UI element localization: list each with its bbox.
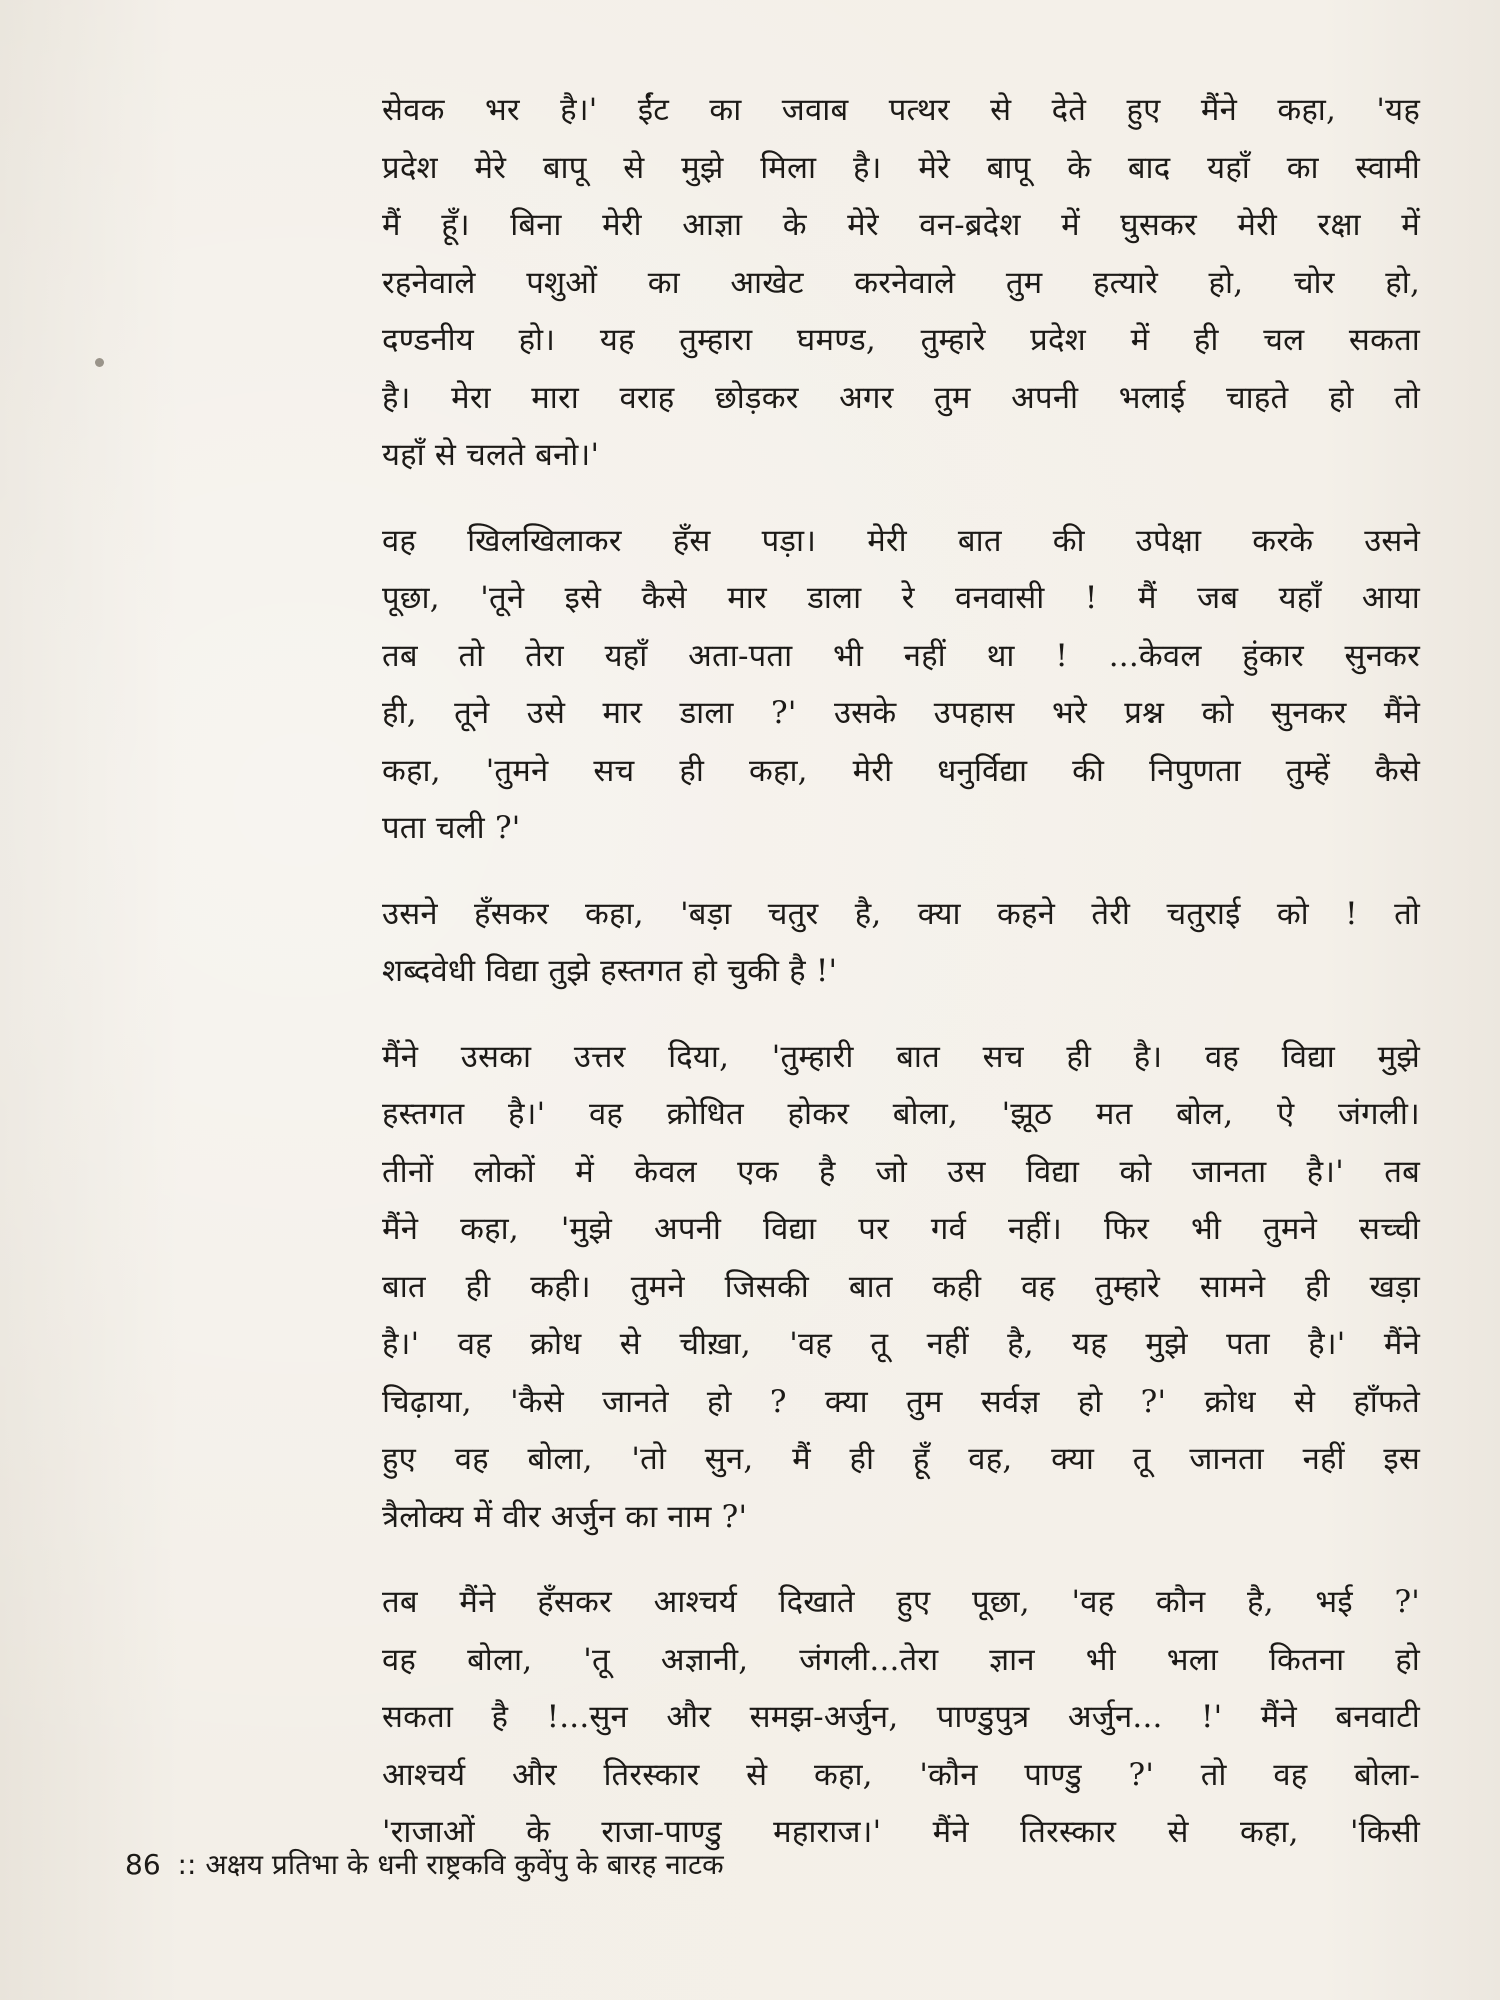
paragraph [382,513,1420,858]
text-line: सकता है !...सुन और समझ-अर्जुन, पाण्डुपुत्र अर्जुन... !' मैंने बनवाटी [382,1699,1420,1735]
paper-speck [95,358,104,367]
text-line: मैंने उसका उत्तर दिया, 'तुम्हारी बात सच ही है। वह विद्या मुझे [382,1038,1420,1075]
text-line: यहाँ से चलते बनो।' [382,437,600,473]
text-line: ही, तूने उसे मार डाला ?' उसके उपहास भरे प्रश्न को सुनकर मैंने [382,695,1420,731]
text-line: उसने हँसकर कहा, 'बड़ा चतुर है, क्या कहने तेरी चतुराई को ! तो [382,895,1420,932]
text-line: वह बोला, 'तू अज्ञानी, जंगली...तेरा ज्ञान भी भला कितना हो [382,1641,1420,1678]
text-line: हस्तगत है।' वह क्रोधित होकर बोला, 'झूठ मत बोल, ऐ जंगली। [382,1096,1420,1132]
text-line: शब्दवेधी विद्या तुझे हस्तगत हो चुकी है !' [382,953,838,989]
text-line: दण्डनीय हो। यह तुम्हारा घमण्ड, तुम्हारे प्रदेश में ही चल सकता [382,322,1420,358]
page-footer [125,1845,724,1883]
text-line: त्रैलोक्य में वीर अर्जुन का नाम ?' [382,1498,748,1535]
text-line: तब तो तेरा यहाँ अता-पता भी नहीं था ! ...केवल हुंकार सुनकर [382,637,1420,674]
text-line: मैंने कहा, 'मुझे अपनी विद्या पर गर्व नहीं। फिर भी तुमने सच्ची [382,1211,1420,1247]
text-line: हुए वह बोला, 'तो सुन, मैं ही हूँ वह, क्या तू जानता नहीं इस [382,1441,1420,1477]
text-line: चिढ़ाया, 'कैसे जानते हो ? क्या तुम सर्वज्ञ हो ?' क्रोध से हाँफते [382,1383,1420,1420]
text-line: 'राजाओं के राजा-पाण्डु महाराज।' मैंने तिरस्कार से कहा, 'किसी [382,1814,1420,1850]
text-line: है।' वह क्रोध से चीख़ा, 'वह तू नहीं है, यह मुझे पता है।' मैंने [382,1326,1420,1362]
text-line: बात ही कही। तुमने जिसकी बात कही वह तुम्हारे सामने ही खड़ा [382,1268,1420,1305]
paragraph [382,886,1420,1001]
text-line: सेवक भर है।' ईंट का जवाब पत्थर से देते हुए मैंने कहा, 'यह [382,92,1420,128]
text-line: है। मेरा मारा वराह छोड़कर अगर तुम अपनी भलाई चाहते हो तो [382,379,1420,416]
text-line: तब मैंने हँसकर आश्चर्य दिखाते हुए पूछा, 'वह कौन है, भई ?' [382,1584,1420,1620]
paragraph [382,1574,1420,1862]
page-number: 86 [125,1848,161,1881]
text-line: कहा, 'तुमने सच ही कहा, मेरी धनुर्विद्या की निपुणता तुम्हें कैसे [382,752,1420,789]
text-line: वह खिलखिलाकर हँस पड़ा। मेरी बात की उपेक्षा करके उसने [382,522,1420,559]
running-title: अक्षय प्रतिभा के धनी राष्ट्रकवि कुवेंपु के बारह नाटक [205,1848,724,1881]
text-line: रहनेवाले पशुओं का आखेट करनेवाले तुम हत्यारे हो, चोर हो, [382,264,1420,301]
body-text [382,82,1420,1890]
paragraph [382,82,1420,485]
paragraph [382,1029,1420,1547]
footer-separator: :: [177,1848,197,1881]
text-line: प्रदेश मेरे बापू से मुझे मिला है। मेरे बापू के बाद यहाँ का स्वामी [382,149,1420,186]
text-line: तीनों लोकों में केवल एक है जो उस विद्या को जानता है।' तब [382,1153,1420,1190]
text-line: मैं हूँ। बिना मेरी आज्ञा के मेरे वन-ब्रदेश में घुसकर मेरी रक्षा में [382,207,1420,243]
text-line: आश्चर्य और तिरस्कार से कहा, 'कौन पाण्डु ?' तो वह बोला- [382,1756,1420,1793]
text-line: पता चली ?' [382,810,521,846]
text-line: पूछा, 'तूने इसे कैसे मार डाला रे वनवासी ! मैं जब यहाँ आया [382,580,1420,616]
